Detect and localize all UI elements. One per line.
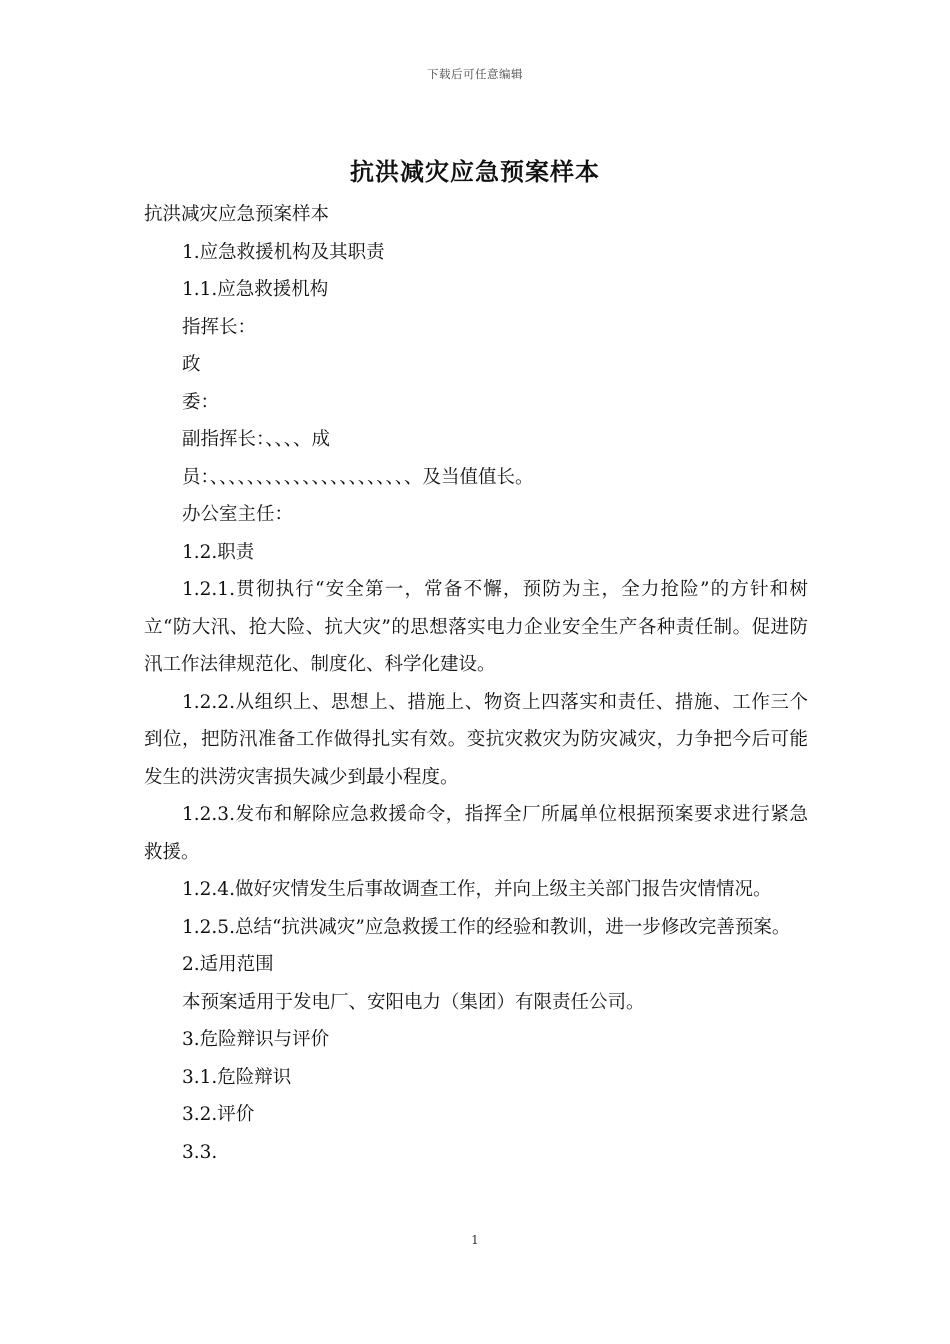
section-heading: 2.适用范围 (182, 954, 274, 975)
document-body (144, 196, 808, 1171)
duty-paragraph: 1.2.2.从组织上、思想上、措施上、物资上四落实和责任、措施、工作三个到位，把防汛准备工作做得扎实有效。变抗灾救灾为防灾减灾，力争把今后可能发生的洪涝灾害损失减少到最小程度。 (144, 691, 808, 788)
office-director-line: 办公室主任： (182, 504, 294, 525)
subsection-heading: 3.1.危险辩识 (182, 1066, 292, 1088)
scope-paragraph: 本预案适用于发电厂、安阳电力（集团）有限责任公司。 (182, 991, 645, 1013)
page-number: 1 (471, 1233, 479, 1247)
duty-paragraph: 1.2.5.总结“抗洪减灾”应急救援工作的经验和教训，进一步修改完善预案。 (182, 916, 791, 938)
commander-line: 指挥长： (182, 316, 257, 338)
document-title: 抗洪减灾应急预案样本 (350, 158, 600, 186)
subsection-heading: 1.2.职责 (182, 541, 255, 563)
header-note: 下载后可任意编辑 (427, 67, 523, 81)
subsection-heading: 3.2.评价 (182, 1104, 255, 1125)
members-line: 员：、、、、、、、、、、、、、、、、、、、、、、及当值值长。 (182, 466, 534, 488)
commissar-line-1: 政 (182, 354, 201, 375)
section-heading: 3.危险辩识与评价 (182, 1029, 330, 1050)
subsection-heading: 1.1.应急救援机构 (182, 279, 329, 300)
deputy-commander-line: 副指挥长：、、、、成 (182, 429, 331, 450)
duty-paragraph: 1.2.3.发布和解除应急救援命令，指挥全厂所属单位根据预案要求进行紧急救援。 (144, 804, 808, 863)
commissar-line-2: 委： (182, 391, 220, 413)
duty-paragraph: 1.2.1.贯彻执行“安全第一，常备不懈，预防为主，全力抢险”的方针和树立“防大汛、抢大险、抗大灾”的思想落实电力企业安全生产各种责任制。促进防汛工作法律规范化、制度化、科学化建设。 (144, 579, 808, 675)
duty-paragraph: 1.2.4.做好灾情发生后事故调查工作，并向上级主关部门报告灾情情况。 (182, 879, 772, 900)
section-heading: 1.应急救援机构及其职责 (182, 241, 385, 263)
subtitle-line: 抗洪减灾应急预案样本 (144, 204, 330, 225)
subsection-heading: 3.3. (182, 1141, 218, 1163)
